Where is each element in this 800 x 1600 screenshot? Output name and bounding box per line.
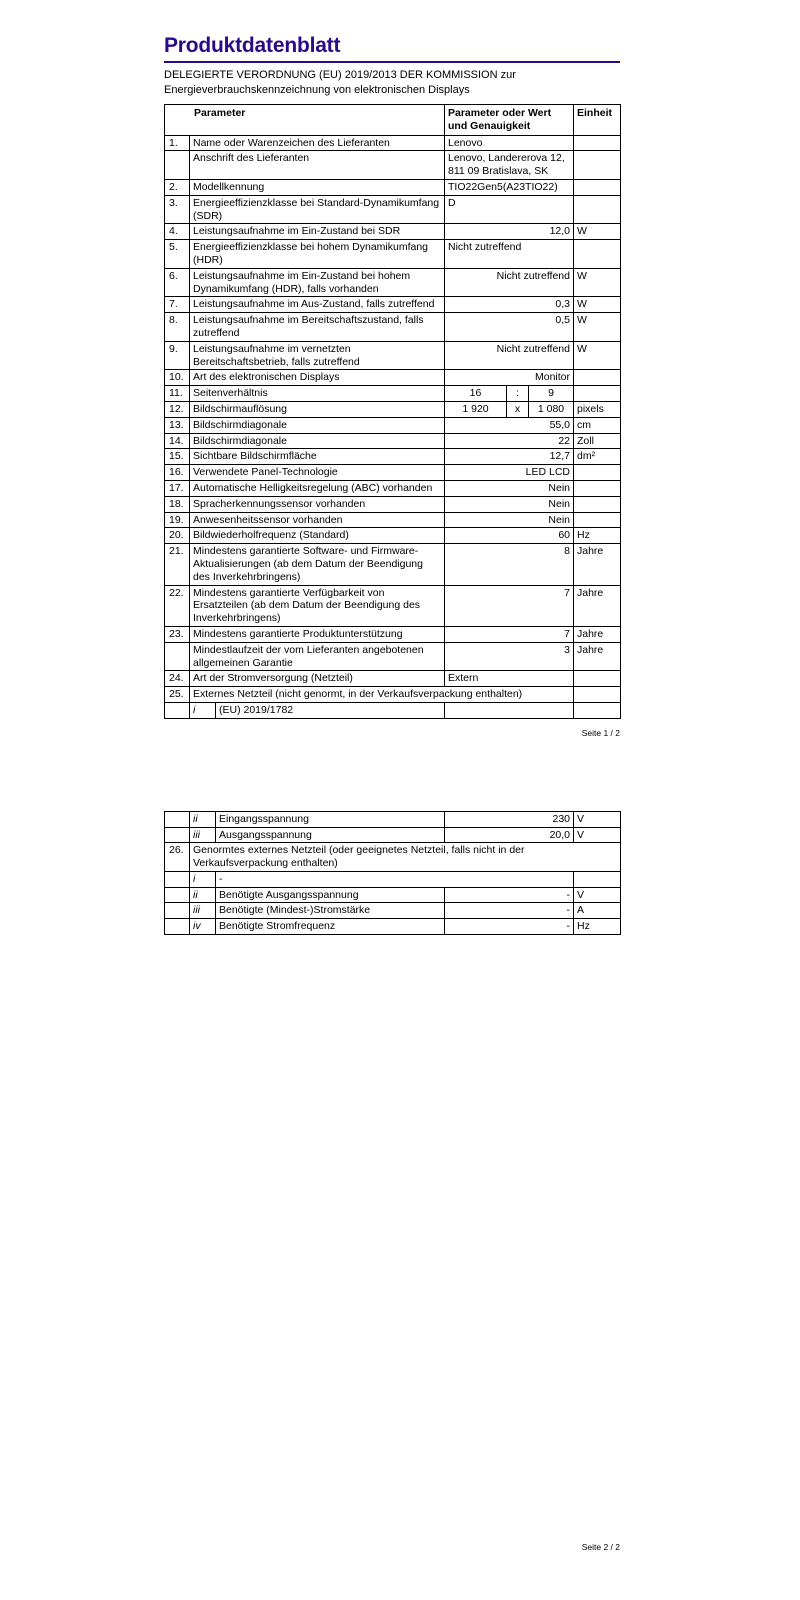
cell-parameter: Leistungsaufnahme im Bereitschaftszustand, falls zutreffend — [190, 313, 445, 342]
cell-parameter: Sichtbare Bildschirmfläche — [190, 449, 445, 465]
cell-row-number: 14. — [165, 433, 190, 449]
cell-sublabel: iii — [190, 903, 216, 919]
cell-row-number: 12. — [165, 401, 190, 417]
page-number-2: Seite 2 / 2 — [581, 1542, 620, 1552]
cell-unit: Hz — [574, 919, 621, 935]
regulation-line-2: Energieverbrauchskennzeichnung von elektronischen Displays — [164, 83, 470, 96]
cell-parameter: Bildschirmauflösung — [190, 401, 445, 417]
table-row — [165, 919, 621, 935]
table-row — [165, 871, 621, 887]
cell-value: Extern — [445, 671, 574, 687]
cell-value: Lenovo, Landererova 12, 811 09 Bratislava, SK — [445, 151, 574, 180]
cell-row-number: 9. — [165, 341, 190, 370]
cell-parameter: Mindestens garantierte Produktunterstützung — [190, 626, 445, 642]
cell-parameter: Leistungsaufnahme im Aus-Zustand, falls zutreffend — [190, 297, 445, 313]
cell-parameter: Verwendete Panel-Technologie — [190, 465, 445, 481]
cell-parameter: (EU) 2019/1782 — [216, 702, 445, 718]
table-row — [165, 401, 621, 417]
cell-unit: Jahre — [574, 544, 621, 585]
cell-unit — [574, 370, 621, 386]
cell-value: LED LCD — [445, 465, 574, 481]
cell-value: 0,5 — [445, 313, 574, 342]
cell-sublabel: i — [190, 702, 216, 718]
cell-unit — [574, 135, 621, 151]
table-row — [165, 702, 621, 718]
cell-value: 20,0 — [445, 827, 574, 843]
cell-parameter: Mindestens garantierte Software- und Firmware-Aktualisierungen (ab dem Datum der Beendigung des Inverkehrbringens) — [190, 544, 445, 585]
cell-parameter: Mindestlaufzeit der vom Lieferanten angebotenen allgemeinen Garantie — [190, 642, 445, 671]
cell-unit: W — [574, 341, 621, 370]
cell-value-separator: x — [507, 401, 529, 417]
regulation-subtitle — [164, 68, 620, 97]
cell-unit — [574, 151, 621, 180]
cell-row-number: 5. — [165, 240, 190, 269]
table-row — [165, 195, 621, 224]
cell-row-number: 10. — [165, 370, 190, 386]
cell-parameter: Externes Netzteil (nicht genormt, in der Verkaufsverpackung enthalten) — [190, 687, 574, 703]
cell-value: D — [445, 195, 574, 224]
cell-row-number: 17. — [165, 480, 190, 496]
cell-value: TIO22Gen5(A23TIO22) — [445, 180, 574, 196]
cell-row-number: 13. — [165, 417, 190, 433]
cell-value — [445, 702, 574, 718]
table-row — [165, 370, 621, 386]
cell-parameter: Modellkennung — [190, 180, 445, 196]
table-row — [165, 626, 621, 642]
cell-unit — [574, 871, 621, 887]
cell-parameter: Bildschirmdiagonale — [190, 417, 445, 433]
cell-parameter: Leistungsaufnahme im vernetzten Bereitschaftsbetrieb, falls zutreffend — [190, 341, 445, 370]
cell-parameter: Genormtes externes Netzteil (oder geeignetes Netzteil, falls nicht in der Verkaufsverpackung enthalten) — [190, 843, 621, 872]
table-row — [165, 151, 621, 180]
cell-value: 8 — [445, 544, 574, 585]
table-row — [165, 827, 621, 843]
cell-unit — [574, 465, 621, 481]
cell-row-number: 25. — [165, 687, 190, 703]
table-row — [165, 224, 621, 240]
cell-row-number: 1. — [165, 135, 190, 151]
cell-value: Monitor — [445, 370, 574, 386]
cell-parameter: Anwesenheitssensor vorhanden — [190, 512, 445, 528]
table-row — [165, 180, 621, 196]
table-row — [165, 671, 621, 687]
cell-parameter: Energieeffizienzklasse bei hohem Dynamikumfang (HDR) — [190, 240, 445, 269]
page-break-gap — [164, 738, 620, 804]
cell-row-number — [165, 811, 190, 827]
cell-row-number: 26. — [165, 843, 190, 872]
cell-unit: Jahre — [574, 626, 621, 642]
table-row — [165, 417, 621, 433]
cell-value: 12,7 — [445, 449, 574, 465]
cell-value: Nicht zutreffend — [445, 341, 574, 370]
cell-parameter: Benötigte Stromfrequenz — [216, 919, 445, 935]
cell-unit: Jahre — [574, 585, 621, 626]
table-row — [165, 544, 621, 585]
table-row — [165, 496, 621, 512]
cell-value: Nicht zutreffend — [445, 268, 574, 297]
cell-unit — [574, 180, 621, 196]
cell-row-number: 18. — [165, 496, 190, 512]
header-unit: Einheit — [574, 105, 621, 136]
cell-value: - — [445, 903, 574, 919]
cell-row-number: 11. — [165, 386, 190, 402]
table-header-row — [165, 105, 621, 136]
cell-value-part: 16 — [445, 386, 507, 402]
table-row — [165, 528, 621, 544]
cell-row-number: 2. — [165, 180, 190, 196]
cell-row-number: 7. — [165, 297, 190, 313]
cell-parameter: Mindestens garantierte Verfügbarkeit von Ersatzteilen (ab dem Datum der Beendigung des Inverkehrbringens) — [190, 585, 445, 626]
cell-row-number — [165, 827, 190, 843]
cell-value: 7 — [445, 585, 574, 626]
table-row — [165, 268, 621, 297]
cell-row-number — [165, 642, 190, 671]
cell-unit: V — [574, 811, 621, 827]
cell-row-number: 20. — [165, 528, 190, 544]
table-row — [165, 843, 621, 872]
header-parameter: Parameter — [165, 105, 445, 136]
cell-unit — [574, 671, 621, 687]
parameter-table-page2 — [164, 811, 621, 935]
table-row — [165, 585, 621, 626]
cell-row-number: 6. — [165, 268, 190, 297]
cell-parameter: Art des elektronischen Displays — [190, 370, 445, 386]
table-row — [165, 386, 621, 402]
cell-value-part: 9 — [529, 386, 574, 402]
cell-value: 60 — [445, 528, 574, 544]
table-row — [165, 433, 621, 449]
cell-row-number: 21. — [165, 544, 190, 585]
cell-value-part: 1 080 — [529, 401, 574, 417]
cell-sublabel: iv — [190, 919, 216, 935]
cell-unit — [574, 512, 621, 528]
cell-parameter: Benötigte Ausgangsspannung — [216, 887, 445, 903]
cell-unit: A — [574, 903, 621, 919]
cell-unit: cm — [574, 417, 621, 433]
table-row — [165, 642, 621, 671]
cell-row-number: 23. — [165, 626, 190, 642]
table-row — [165, 512, 621, 528]
cell-row-number — [165, 903, 190, 919]
cell-sublabel: iii — [190, 827, 216, 843]
regulation-line-1: DELEGIERTE VERORDNUNG (EU) 2019/2013 DER KOMMISSION zur — [164, 69, 516, 81]
cell-parameter: Leistungsaufnahme im Ein-Zustand bei SDR — [190, 224, 445, 240]
table-row — [165, 313, 621, 342]
cell-value: 55,0 — [445, 417, 574, 433]
cell-parameter: Spracherkennungssensor vorhanden — [190, 496, 445, 512]
cell-value: 12,0 — [445, 224, 574, 240]
cell-unit — [574, 496, 621, 512]
cell-unit — [574, 386, 621, 402]
table-row — [165, 887, 621, 903]
cell-parameter: Automatische Helligkeitsregelung (ABC) vorhanden — [190, 480, 445, 496]
cell-sublabel: i — [190, 871, 216, 887]
cell-value: - — [445, 919, 574, 935]
cell-unit — [574, 480, 621, 496]
cell-row-number: 8. — [165, 313, 190, 342]
cell-row-number: 24. — [165, 671, 190, 687]
cell-value: 0,3 — [445, 297, 574, 313]
table-row — [165, 341, 621, 370]
cell-unit: Zoll — [574, 433, 621, 449]
cell-unit: W — [574, 224, 621, 240]
datasheet-page — [164, 34, 620, 1552]
cell-value: 22 — [445, 433, 574, 449]
page-number-1: Seite 1 / 2 — [581, 727, 620, 738]
table-row — [165, 903, 621, 919]
table-row — [165, 811, 621, 827]
cell-row-number: 16. — [165, 465, 190, 481]
cell-value-separator: : — [507, 386, 529, 402]
cell-parameter: Energieeffizienzklasse bei Standard-Dynamikumfang (SDR) — [190, 195, 445, 224]
cell-row-number: 4. — [165, 224, 190, 240]
cell-value: 7 — [445, 626, 574, 642]
cell-parameter: Bildwiederholfrequenz (Standard) — [190, 528, 445, 544]
header-value: Parameter oder Wert und Genauigkeit — [445, 105, 574, 136]
cell-row-number: 3. — [165, 195, 190, 224]
cell-parameter: Art der Stromversorgung (Netzteil) — [190, 671, 445, 687]
cell-unit: pixels — [574, 401, 621, 417]
cell-row-number: 15. — [165, 449, 190, 465]
table-row — [165, 480, 621, 496]
cell-value: 3 — [445, 642, 574, 671]
cell-parameter: Bildschirmdiagonale — [190, 433, 445, 449]
cell-row-number: 19. — [165, 512, 190, 528]
table-row — [165, 240, 621, 269]
cell-unit: Jahre — [574, 642, 621, 671]
parameter-table-page1 — [164, 104, 621, 719]
cell-row-number — [165, 151, 190, 180]
cell-value: Lenovo — [445, 135, 574, 151]
cell-parameter: Ausgangsspannung — [216, 827, 445, 843]
cell-unit — [574, 702, 621, 718]
page-title: Produktdatenblatt — [164, 34, 620, 63]
cell-unit — [574, 195, 621, 224]
cell-unit: W — [574, 297, 621, 313]
cell-parameter: Seitenverhältnis — [190, 386, 445, 402]
cell-unit: Hz — [574, 528, 621, 544]
cell-value: Nicht zutreffend — [445, 240, 574, 269]
cell-value: 230 — [445, 811, 574, 827]
cell-parameter: Leistungsaufnahme im Ein-Zustand bei hohem Dynamikumfang (HDR), falls vorhanden — [190, 268, 445, 297]
cell-unit: dm² — [574, 449, 621, 465]
cell-row-number — [165, 887, 190, 903]
table-row — [165, 297, 621, 313]
table-row — [165, 135, 621, 151]
table-row — [165, 465, 621, 481]
cell-value: - — [445, 887, 574, 903]
table-row — [165, 449, 621, 465]
cell-parameter: Eingangsspannung — [216, 811, 445, 827]
cell-unit: W — [574, 313, 621, 342]
cell-sublabel: ii — [190, 811, 216, 827]
cell-unit — [574, 687, 621, 703]
cell-unit: V — [574, 887, 621, 903]
cell-row-number — [165, 871, 190, 887]
cell-unit — [574, 240, 621, 269]
cell-value: Nein — [445, 512, 574, 528]
cell-parameter: - — [216, 871, 574, 887]
cell-value-part: 1 920 — [445, 401, 507, 417]
cell-unit: W — [574, 268, 621, 297]
cell-parameter: Anschrift des Lieferanten — [190, 151, 445, 180]
cell-row-number: 22. — [165, 585, 190, 626]
cell-sublabel: ii — [190, 887, 216, 903]
cell-value: Nein — [445, 480, 574, 496]
cell-row-number — [165, 702, 190, 718]
cell-unit: V — [574, 827, 621, 843]
cell-value: Nein — [445, 496, 574, 512]
cell-parameter: Benötigte (Mindest-)Stromstärke — [216, 903, 445, 919]
cell-row-number — [165, 919, 190, 935]
table-row — [165, 687, 621, 703]
cell-parameter: Name oder Warenzeichen des Lieferanten — [190, 135, 445, 151]
